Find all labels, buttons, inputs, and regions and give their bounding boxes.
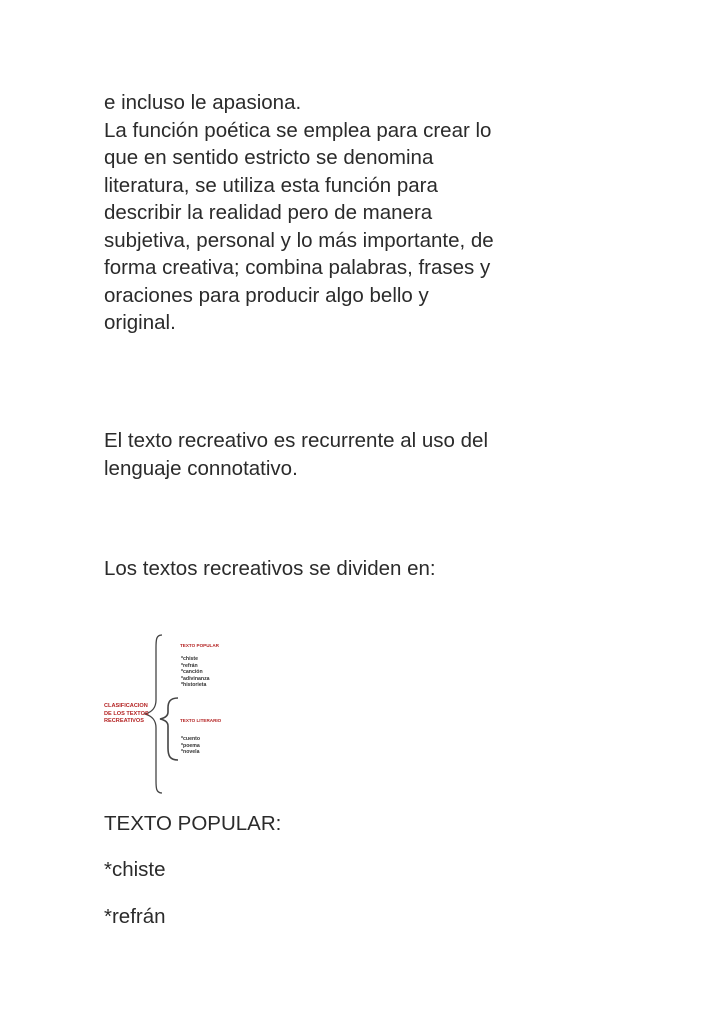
inner-brace bbox=[160, 698, 178, 760]
diagram-item: *cuento bbox=[181, 736, 201, 742]
paragraph-poetic-function: e incluso le apasiona. La función poética se emplea para crear lo que en sentido estricto se denomina literatura, se utiliza esta función para describir la realidad pero de manera subjetiva, personal y lo más importante, de forma creativa; combina palabras, frases y oraciones para producir algo bello y original. bbox=[104, 91, 494, 334]
diagram-item: *historieta bbox=[181, 682, 207, 689]
diagram-item: *adivinanza bbox=[181, 675, 210, 682]
section-heading-texto-popular: TEXTO POPULAR: bbox=[104, 812, 282, 835]
diagram-heading-literario: TEXTO LITERARIO bbox=[180, 718, 222, 723]
paragraph-connotative-language: El texto recreativo es recurrente al uso del lenguaje connotativo. bbox=[104, 429, 488, 480]
diagram-list-literario bbox=[181, 736, 200, 756]
paragraph-division-intro: Los textos recreativos se dividen en: bbox=[104, 557, 436, 580]
diagram-heading-popular: TEXTO POPULAR bbox=[180, 643, 219, 648]
list-item: *chiste bbox=[104, 858, 166, 881]
diagram-item: *chiste bbox=[181, 656, 199, 662]
list-item: *refrán bbox=[104, 905, 166, 928]
diagram-item: *poema bbox=[181, 742, 200, 749]
diagram-item: *refrán bbox=[181, 662, 198, 669]
diagram-item: *canción bbox=[181, 669, 203, 676]
diagram-item: *novela bbox=[181, 749, 200, 756]
classification-diagram bbox=[100, 628, 260, 818]
diagram-list-popular bbox=[181, 656, 210, 689]
diagram-root-label: CLASIFICACION DE LOS TEXTOS RECREATIVOS bbox=[104, 703, 149, 724]
